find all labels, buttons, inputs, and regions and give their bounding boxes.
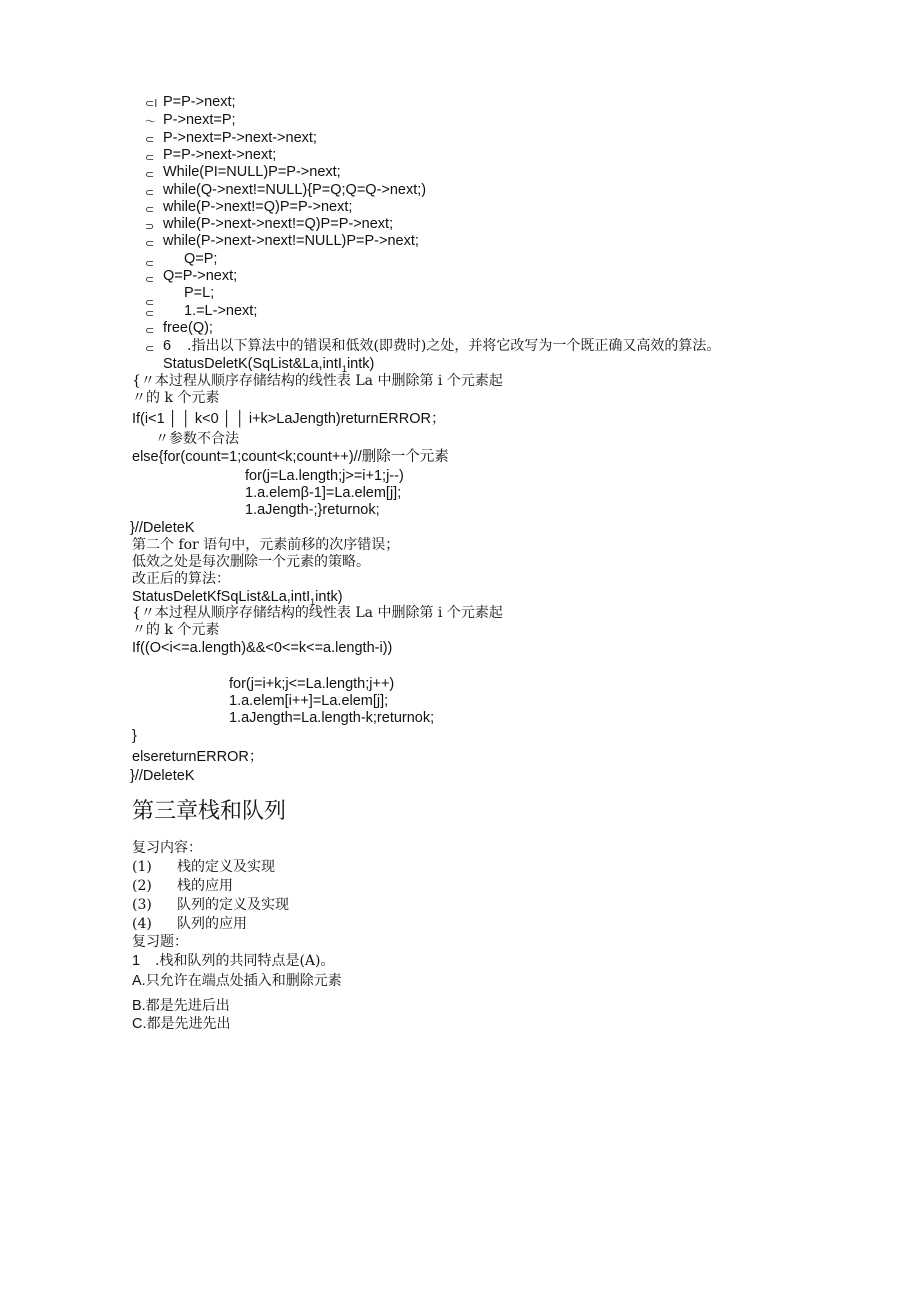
- explanation-line: 低效之处是每次删除一个元素的策略。: [132, 554, 370, 570]
- margin-marker: ⊂: [145, 273, 155, 286]
- margin-marker: ⊃: [145, 220, 155, 233]
- code-line: while(P->next!=Q)P=P->next;: [163, 199, 353, 215]
- signature-text: StatusDeletK(SqList&La,intI: [163, 356, 342, 372]
- code-line: P=P->next;: [163, 94, 236, 110]
- list-item-number: (4): [132, 916, 152, 932]
- code-line: 1.aJength-;}returnok;: [245, 502, 380, 518]
- margin-marker: ⊂: [145, 342, 155, 355]
- code-line: }//DeleteK: [130, 768, 195, 784]
- list-item-number: (1): [132, 859, 152, 875]
- explanation-line: 改正后的算法：: [132, 571, 230, 587]
- code-line: for(j=i+k;j<=La.length;j++): [229, 676, 395, 692]
- code-line: Q=P;: [184, 251, 218, 267]
- code-line: free(Q);: [163, 320, 213, 336]
- list-item: 队列的应用: [177, 916, 247, 932]
- code-line: while(P->next->next!=NULL)P=P->next;: [163, 233, 419, 249]
- comment-line: 〃的 k 个元素: [132, 622, 220, 638]
- signature-sub: 1: [310, 596, 316, 607]
- comment-line: 〃的 k 个元素: [132, 390, 220, 406]
- margin-marker: ⊂: [145, 203, 155, 216]
- list-item-number: (2): [132, 878, 152, 894]
- option-c: [132, 1016, 231, 1033]
- question-number: 1: [132, 953, 141, 969]
- signature-end: intk): [315, 589, 343, 605]
- margin-marker: ⊂: [145, 296, 155, 309]
- option-text: 都是先进后出: [145, 998, 230, 1014]
- code-line: 1.=L->next;: [184, 303, 258, 319]
- option-letter: B.: [132, 998, 146, 1014]
- option-b: [132, 998, 230, 1015]
- code-line: while(Q->next!=NULL){P=Q;Q=Q->next;): [163, 182, 427, 198]
- code-line: P=P->next->next;: [163, 147, 277, 163]
- list-item-number: (3): [132, 897, 152, 913]
- code-line: else{for(count=1;count<k;count++)//删除一个元素: [132, 449, 449, 465]
- comment-line: 〃参数不合法: [155, 431, 239, 447]
- code-line: 1.a.elem[i++]=La.elem[j];: [229, 693, 389, 709]
- margin-marker: ⊂l: [145, 97, 158, 110]
- code-line: If(i<1 │ │ k<0 │ │ i+k>LaJength)returnERROR；: [132, 411, 446, 427]
- margin-marker: ⊂: [145, 237, 155, 250]
- code-line: Q=P->next;: [163, 268, 238, 284]
- code-line: 1.a.elemβ-1]=La.elem[j];: [245, 485, 402, 501]
- margin-marker: ⊂: [145, 257, 155, 270]
- margin-marker: ⊂: [145, 324, 155, 337]
- margin-marker: ⊂: [145, 151, 155, 164]
- margin-marker: ⊂: [145, 168, 155, 181]
- option-letter: C.: [132, 1016, 147, 1032]
- comment-line: {〃本过程从顺序存储结构的线性表 La 中删除第 i 个元素起: [132, 373, 503, 389]
- code-line: P->next=P;: [163, 112, 236, 128]
- code-line: elsereturnERROR；: [132, 749, 264, 765]
- margin-marker: ⊂: [145, 307, 155, 320]
- section-label: 复习题：: [132, 934, 188, 950]
- list-item: 栈的应用: [177, 878, 233, 894]
- margin-marker: ⊂: [145, 133, 155, 146]
- code-line: P=L;: [184, 285, 215, 301]
- code-line: P->next=P->next->next;: [163, 130, 317, 146]
- signature-end: intk): [346, 356, 375, 372]
- option-a: [132, 973, 342, 990]
- list-item: 栈的定义及实现: [177, 859, 275, 875]
- code-line: }: [132, 728, 137, 744]
- signature-sub: 1: [341, 363, 347, 374]
- option-letter: A.: [132, 973, 146, 989]
- code-line: 1.aJength=La.length-k;returnok;: [229, 710, 435, 726]
- margin-marker: ⊂: [145, 186, 155, 199]
- code-line: for(j=La.length;j>=i+1;j--): [245, 468, 404, 484]
- code-line: If((O<i<=a.length)&&<0<=k<=a.length-i)): [132, 640, 393, 656]
- code-line: While(PI=NULL)P=P->next;: [163, 164, 341, 180]
- list-item: 队列的定义及实现: [177, 897, 289, 913]
- explanation-line: 第二个 for 语句中，元素前移的次序错误；: [132, 537, 400, 553]
- comment-line: {〃本过程从顺序存储结构的线性表 La 中删除第 i 个元素起: [132, 605, 503, 621]
- question-number: 6: [163, 338, 172, 354]
- option-text: 只允许在端点处插入和删除元素: [145, 973, 342, 989]
- section-label: 复习内容：: [132, 840, 202, 856]
- code-line: }//DeleteK: [130, 520, 195, 536]
- margin-marker: 〜: [145, 115, 156, 128]
- chapter-title: 第三章栈和队列: [132, 799, 287, 824]
- signature-text: StatusDeletKfSqList&La,intI: [132, 589, 311, 605]
- question-text: .指出以下算法中的错误和低效(即费时)之处，并将它改写为一个既正确又高效的算法。: [187, 338, 721, 354]
- option-text: 都是先进先出: [146, 1016, 231, 1032]
- question-text: .栈和队列的共同特点是(A)。: [155, 953, 335, 969]
- code-line: while(P->next->next!=Q)P=P->next;: [163, 216, 394, 232]
